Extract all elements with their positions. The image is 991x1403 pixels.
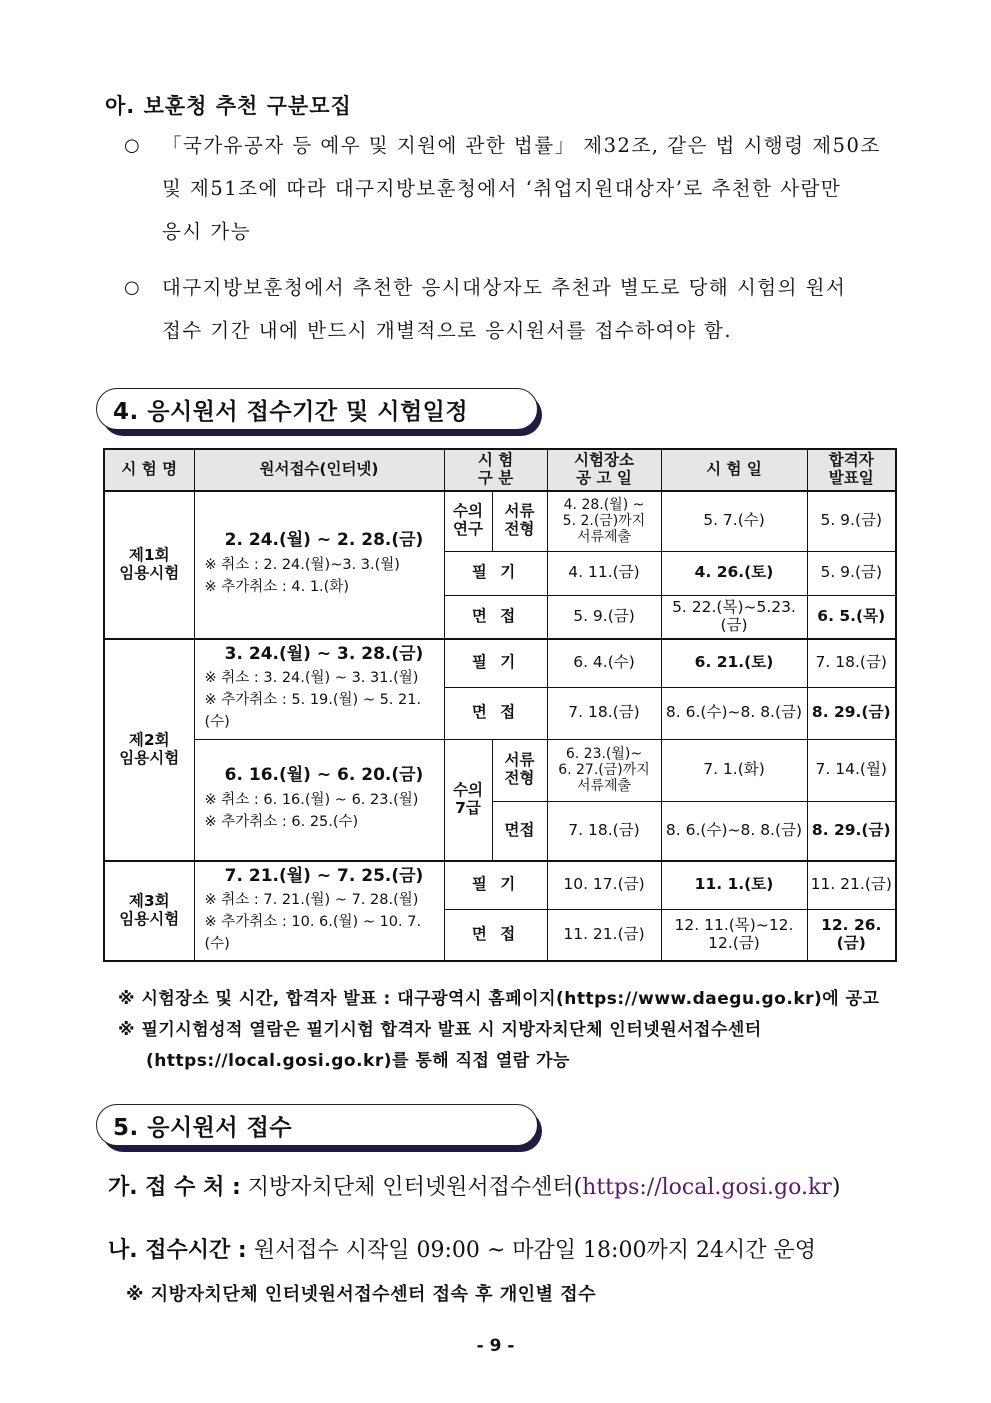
header-venue bbox=[547, 449, 661, 491]
paragraph-2 bbox=[124, 266, 904, 352]
round-3-extra-cancel: ※ 추가취소 : 10. 6.(월) ~ 10. 7.(수) bbox=[204, 913, 422, 952]
paragraph-2-line-1: 대구지방보훈청에서 추천한 응시대상자도 추천과 별도로 당해 시험의 원서 bbox=[162, 276, 847, 299]
header-application: 원서접수(인터넷) bbox=[194, 449, 444, 491]
exam-date-cell: 11. 1.(토) bbox=[661, 861, 807, 909]
category-cell: 필 기 bbox=[444, 639, 547, 687]
category-cell: 면 접 bbox=[444, 909, 547, 961]
header-venue-top: 시험장소 bbox=[574, 451, 634, 470]
round-1-name: 제1회 임용시험 bbox=[104, 491, 194, 639]
header-result bbox=[807, 449, 896, 491]
header-category-top: 시 험 bbox=[477, 451, 514, 470]
exam-date-cell: 6. 21.(토) bbox=[661, 639, 807, 687]
receipt-note: ※ 지방자치단체 인터넷원서접수센터 접속 후 개인별 접수 bbox=[126, 1284, 597, 1305]
venue-cell: 11. 21.(금) bbox=[547, 909, 661, 961]
result-date-cell: 5. 9.(금) bbox=[807, 551, 896, 595]
category-cell: 서류 전형 bbox=[492, 491, 547, 551]
receipt-place-close: ) bbox=[831, 1175, 841, 1200]
round-3-application bbox=[194, 861, 444, 961]
exam-date-cell: 5. 22.(목)~5.23.(금) bbox=[661, 595, 807, 639]
round-1-extra-cancel: ※ 추가취소 : 4. 1.(화) bbox=[204, 578, 349, 595]
section-5-heading-text: 5. 응시원서 접수 bbox=[113, 1115, 293, 1141]
paragraph-1 bbox=[124, 124, 904, 253]
table-row bbox=[104, 861, 896, 909]
header-category-bottom: 구 분 bbox=[477, 469, 514, 487]
exam-date-cell: 12. 11.(목)~12. 12.(금) bbox=[661, 909, 807, 961]
paragraph-1-line-3: 응시 가능 bbox=[162, 220, 252, 243]
paragraph-1-line-2: 및 제51조에 따라 대구지방보훈청에서 ‘취업지원대상자’로 추천한 사람만 bbox=[162, 177, 842, 200]
round-1-period: 2. 24.(월) ~ 2. 28.(금) bbox=[224, 530, 424, 551]
exam-date-cell: 7. 1.(화) bbox=[661, 739, 807, 801]
section-4-heading bbox=[96, 388, 546, 440]
exam-date-cell: 4. 26.(토) bbox=[661, 551, 807, 595]
result-date-cell: 8. 29.(금) bbox=[807, 687, 896, 739]
round-2b-extra-cancel: ※ 추가취소 : 6. 25.(수) bbox=[204, 813, 359, 830]
heading-pill bbox=[96, 1104, 538, 1146]
venue-cell: 7. 18.(금) bbox=[547, 801, 661, 861]
round-2a-period: 3. 24.(월) ~ 3. 28.(금) bbox=[224, 643, 424, 664]
venue-cell: 4. 28.(월) ~ 5. 2.(금)까지 서류제출 bbox=[547, 491, 661, 551]
category-cell: 수의 연구 bbox=[444, 491, 492, 551]
note-score: ※ 필기시험성적 열람은 필기시험 합격자 발표 시 지방자치단체 인터넷원서접수센터 bbox=[118, 1020, 762, 1040]
round-2a-cancel: ※ 취소 : 3. 24.(월) ~ 3. 31.(월) bbox=[204, 670, 419, 687]
header-result-bottom: 발표일 bbox=[828, 469, 874, 487]
result-date-cell: 6. 5.(목) bbox=[807, 595, 896, 639]
venue-cell: 5. 9.(금) bbox=[547, 595, 661, 639]
round-2a-application bbox=[194, 639, 444, 739]
round-3-period: 7. 21.(월) ~ 7. 25.(금) bbox=[224, 865, 424, 886]
round-1-application bbox=[194, 491, 444, 639]
result-date-cell: 7. 14.(월) bbox=[807, 739, 896, 801]
category-cell: 면 접 bbox=[444, 595, 547, 639]
header-category bbox=[444, 449, 547, 491]
receipt-place bbox=[108, 1170, 840, 1201]
header-exam-date: 시 험 일 bbox=[661, 449, 807, 491]
category-cell: 서류 전형 bbox=[492, 739, 547, 801]
round-3-name: 제3회 임용시험 bbox=[104, 861, 194, 961]
category-cell: 면 접 bbox=[444, 687, 547, 739]
receipt-time-label: 나. 접수시간 : bbox=[108, 1238, 247, 1263]
exam-date-cell: 5. 7.(수) bbox=[661, 491, 807, 551]
category-cell: 필 기 bbox=[444, 551, 547, 595]
round-3-cancel: ※ 취소 : 7. 21.(월) ~ 7. 28.(월) bbox=[204, 892, 419, 909]
receipt-time bbox=[108, 1233, 816, 1264]
heading-pill bbox=[96, 388, 538, 430]
exam-date-cell: 8. 6.(수)~8. 8.(금) bbox=[661, 801, 807, 861]
result-date-cell: 7. 18.(금) bbox=[807, 639, 896, 687]
category-cell: 필 기 bbox=[444, 861, 547, 909]
page-number: - 9 - bbox=[476, 1336, 515, 1356]
receipt-place-text: 지방자치단체 인터넷원서접수센터( bbox=[240, 1175, 583, 1200]
venue-cell: 6. 4.(수) bbox=[547, 639, 661, 687]
bullet-icon: ○ bbox=[124, 135, 140, 156]
round-2-name: 제2회 임용시험 bbox=[104, 639, 194, 861]
note-venue: ※ 시험장소 및 시간, 합격자 발표 : 대구광역시 홈페이지(https://www.daegu.go.kr)에 공고 bbox=[118, 989, 880, 1009]
round-2b-cancel: ※ 취소 : 6. 16.(월) ~ 6. 23.(월) bbox=[204, 791, 419, 808]
category-group-cell: 수의 7급 bbox=[444, 739, 492, 861]
result-date-cell: 5. 9.(금) bbox=[807, 491, 896, 551]
paragraph-1-line-1: 「국가유공자 등 예우 및 지원에 관한 법률」 제32조, 같은 법 시행령 제50조 bbox=[162, 134, 881, 157]
round-2b-period: 6. 16.(월) ~ 6. 20.(금) bbox=[224, 765, 424, 786]
header-result-top: 합격자 bbox=[828, 451, 874, 470]
round-2b-application bbox=[194, 739, 444, 861]
receipt-time-text: 원서접수 시작일 09:00 ~ 마감일 18:00까지 24시간 운영 bbox=[246, 1238, 816, 1263]
venue-cell: 10. 17.(금) bbox=[547, 861, 661, 909]
table-row bbox=[104, 739, 896, 801]
bullet-icon: ○ bbox=[124, 277, 140, 298]
table-row bbox=[104, 491, 896, 551]
receipt-place-label: 가. 접 수 처 : bbox=[108, 1175, 241, 1200]
section-5-heading bbox=[96, 1104, 546, 1156]
section-4-heading-text: 4. 응시원서 접수기간 및 시험일정 bbox=[113, 399, 469, 425]
paragraph-2-line-2: 접수 기간 내에 반드시 개별적으로 응시원서를 접수하여야 함. bbox=[162, 319, 733, 342]
round-2a-extra-cancel: ※ 추가취소 : 5. 19.(월) ~ 5. 21.(수) bbox=[204, 692, 422, 730]
table-row bbox=[104, 639, 896, 687]
venue-cell: 7. 18.(금) bbox=[547, 687, 661, 739]
note-score-cont: (https://local.gosi.go.kr)를 통해 직접 열람 가능 bbox=[146, 1051, 570, 1071]
header-venue-bottom: 공 고 일 bbox=[576, 469, 632, 487]
result-date-cell: 8. 29.(금) bbox=[807, 801, 896, 861]
result-date-cell: 12. 26.(금) bbox=[807, 909, 896, 961]
round-1-cancel: ※ 취소 : 2. 24.(월)~3. 3.(월) bbox=[204, 557, 400, 574]
section-a-title: 아. 보훈청 추천 구분모집 bbox=[105, 94, 352, 118]
venue-cell: 6. 23.(월)~ 6. 27.(금)까지 서류제출 bbox=[547, 739, 661, 801]
table-header-row bbox=[104, 449, 896, 491]
venue-cell: 4. 11.(금) bbox=[547, 551, 661, 595]
exam-date-cell: 8. 6.(수)~8. 8.(금) bbox=[661, 687, 807, 739]
header-exam-name: 시 험 명 bbox=[104, 449, 194, 491]
exam-schedule-table bbox=[103, 448, 897, 962]
receipt-place-link[interactable]: https://local.gosi.go.kr bbox=[582, 1175, 832, 1200]
category-cell: 면접 bbox=[492, 801, 547, 861]
result-date-cell: 11. 21.(금) bbox=[807, 861, 896, 909]
